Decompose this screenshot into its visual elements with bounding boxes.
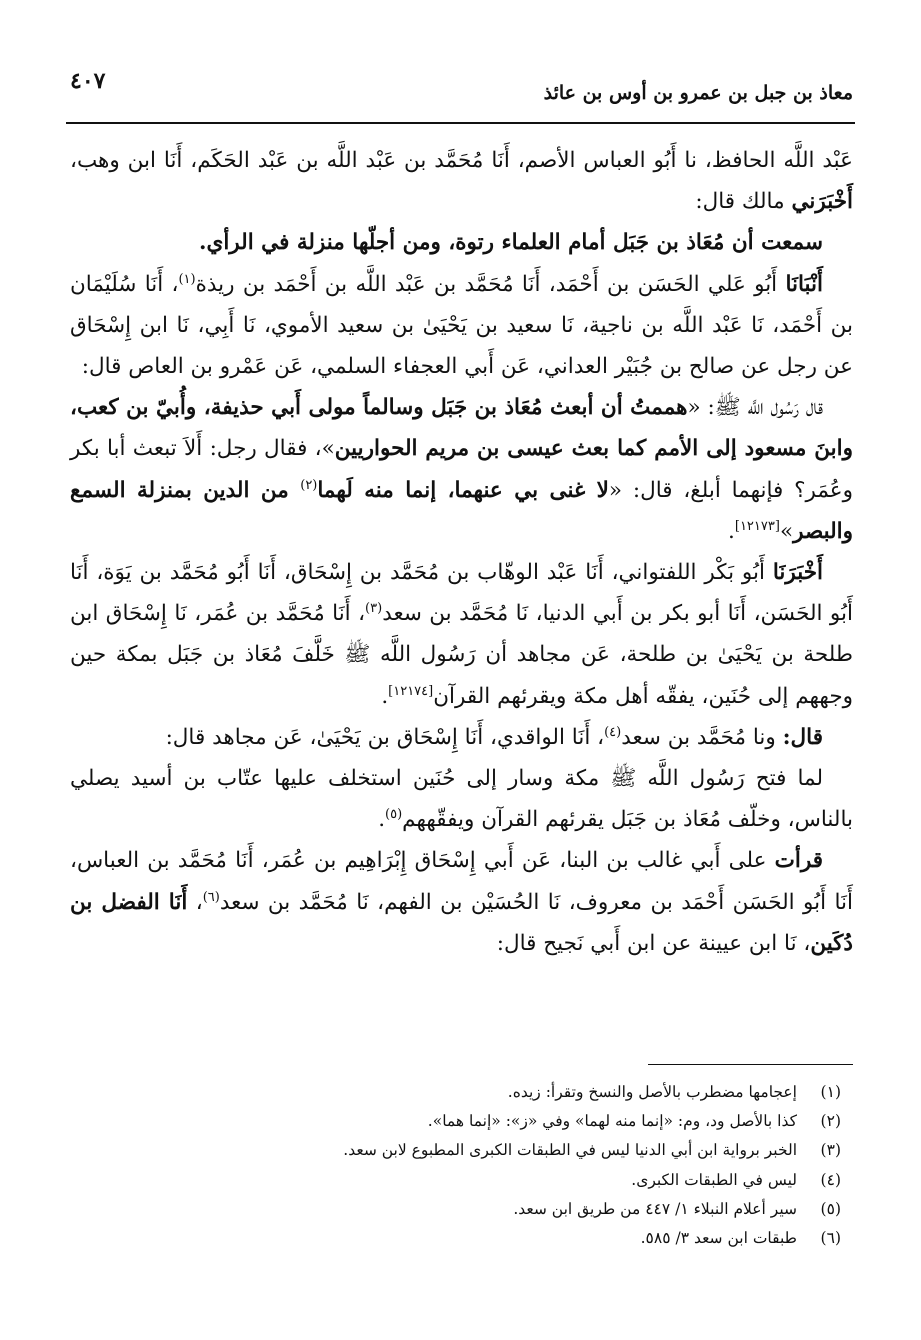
paragraph-1: عَبْد اللَّه الحافظ، نا أَبُو العباس الأصم، أَنَا مُحَمَّد بن عَبْد اللَّه بن عَبْد الحَكَم، أَنَا ابن وهب، أَخْبَرَني مالك قال: [70,148,853,215]
footnote-item: (١) إعجامها مضطرب بالأصل والنسخ وتقرأ: زيده. [507,1083,841,1101]
footnote-ref: (٢) [300,477,318,493]
footnote-ref: (٤) [604,724,622,740]
paragraph-2: سمعت أن مُعَاذ بن جَبَل أمام العلماء رتوة، ومن أجلّها منزلة في الرأي. [199,230,823,256]
paragraph-4: قال رَسُول اللَّه ﷺ: «هممتُ أن أبعث مُعَاذ بن جَبَل وسالماً مولى أَبي حذيفة، وأُبيّ بن كعب، وابنَ مسعود إلى الأمم كما بعث عيسى بن مريم الحواريين»، فقال رجل: أَلاَ تبعث أبا بكر وعُمَر؟ فإنهما أبلغ، قال: «لا غنى بي عنهما، إنما منه لَهما$^{(٢)}$ من الدين بمنزلة السمع والبصر»[١٢١٧٣]. [70,395,853,544]
keyword: قال: [782,724,823,750]
page-header [70,62,853,114]
footnote-ref: (٦) [202,889,220,905]
keyword: أَخْبَرَنَا [772,560,823,586]
keyword: أَنَا الفضل بن دُكَين [70,889,853,956]
hadith-number: [١٢١٧٤] [388,683,434,699]
header-rule [66,122,855,124]
footnote-ref: (١) [178,271,196,287]
main-text [70,140,853,964]
hadith-text: من الدين بمنزلة السمع والبصر [70,477,853,544]
footnote-item: (٢) كذا بالأصل ود، وم: «إنما منه لهما» وفي «ز»: «إنما هما». [427,1112,841,1131]
paragraph-3: أَنْبَانَا أَبُو عَلي الحَسَن بن أَحْمَد، أَنَا مُحَمَّد بن عَبْد اللَّه بن أَحْمَد بن ريذة$^{(١)}$، أَنَا سُلَيْمَان بن أَحْمَد، نَا عَبْد اللَّه بن ناجية، نَا سعيد بن يَحْيَىٰ بن سعيد الأموي، نَا أَبِي، نَا ابن إِسْحَاق عن رجل عن صالح بن جُبَيْر العداني، عَن أَبي العجفاء السلمي، عَن عَمْرو بن العاص قال: [70,271,853,380]
footnote-item: (٤) ليس في الطبقات الكبرى. [631,1170,841,1189]
paragraph-8: قرأت على أَبي غالب بن البنا، عَن أَبي إِسْحَاق إِبْرَاهِيم بن عُمَر، أَنَا مُحَمَّد بن العباس، أَنَا أَبُو الحَسَن أَحْمَد بن معروف، نَا الحُسَيْن بن الفهم، نَا مُحَمَّد بن سعد$^{(٦)}$، أَنَا الفضل بن دُكَين، نَا ابن عيينة عن ابن أَبي نَجيح قال: [70,848,853,956]
paragraph-6: قال: ونا مُحَمَّد بن سعد$^{(٤)}$، أَنَا الواقدي، أَنَا إِسْحَاق بن يَحْيَىٰ، عَن مجاهد قال: [165,724,823,750]
footnote-item: (٦) طبقات ابن سعد ٣/ ٥٨٥. [640,1229,841,1248]
hadith-number: [١٢١٧٣] [734,518,780,534]
paragraph-7: لما فتح رَسُول اللَّه ﷺ مكة وسار إلى حُنَين استخلف عليها عتّاب بن أسيد يصلي بالناس، وخلّف مُعَاذ بن جَبَل يقرئهم القرآن ويفقّههم$^{(٥)}$. [70,766,853,833]
hadith-text: لا غنى بي عنهما، إنما منه لَهما [317,477,609,503]
paragraph-5: أَخْبَرَنَا أَبُو بَكْر اللفتواني، أَنَا عَبْد الوهّاب بن مُحَمَّد بن إِسْحَاق، أَنَا أَبُو مُحَمَّد بن يَوَة، أَنَا أَبُو الحَسَن، أَنَا أبو بكر بن أَبي الدنيا، نَا مُحَمَّد بن سعد$^{(٣)}$، أَنَا مُحَمَّد بن عُمَر، نَا إِسْحَاق ابن طلحة بن يَحْيَىٰ بن طلحة، عَن مجاهد أن رَسُول اللَّه ﷺ خَلَّفَ مُعَاذ بن جَبَل بمكة حين وجههم إلى حُنَين، يفقّه أهل مكة ويقرئهم القرآن[١٢١٧٤]. [70,560,853,709]
footnote-separator [648,1064,853,1065]
footnote-item: (٣) الخبر برواية ابن أبي الدنيا ليس في الطبقات الكبرى المطبوع لابن سعد. [343,1141,841,1160]
keyword: أَنْبَانَا [785,271,823,297]
footnote-ref: (٥) [385,807,403,823]
footnotes [70,1078,841,1253]
running-title: معاذ بن جبل بن عمرو بن أوس بن عائذ [543,82,853,104]
footnote-item: (٥) سير أعلام النبلاء ١/ ٤٤٧ من طريق ابن سعد. [513,1199,841,1218]
page-number: ٤٠٧ [70,68,106,94]
keyword: أَخْبَرَني [791,189,853,215]
footnote-ref: (٣) [365,601,383,617]
hadith-text: هممتُ أن أبعث مُعَاذ بن جَبَل وسالماً مولى أَبي حذيفة، وأُبيّ بن كعب، وابنَ مسعود إلى الأمم كما بعث عيسى بن مريم الحواريين [70,395,853,462]
keyword: قرأت [774,848,823,874]
